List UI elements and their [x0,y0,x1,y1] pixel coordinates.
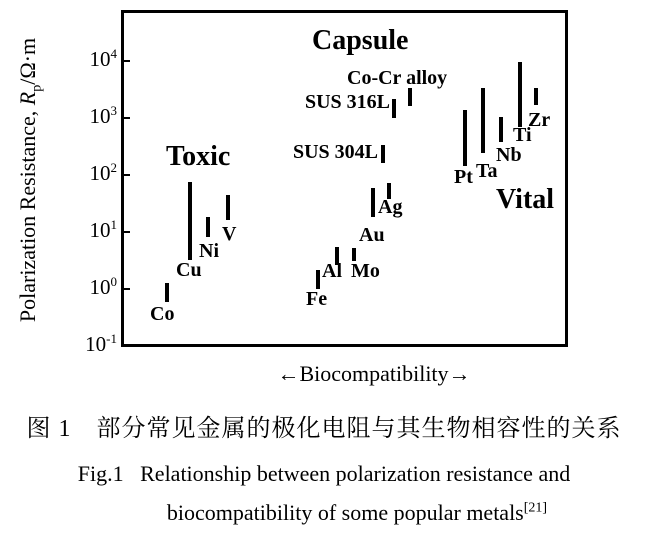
bar-fe [316,270,320,290]
bar-nb [499,117,503,142]
label-cu: Cu [176,259,202,281]
caption-english-line1: Fig.1 Relationship between polarization resistance and [77,461,571,486]
y-tick-base: 10 [85,332,107,356]
bar-ta [481,88,485,154]
y-tick-mark-10e-1 [124,345,130,347]
label-zr: Zr [528,109,551,131]
y-tick-mark-10e4 [124,60,130,62]
label-fe: Fe [306,288,328,310]
caption-english-line2 [0,500,648,526]
label-sus-304l: SUS 304L [292,141,378,163]
bar-ni [206,217,210,237]
y-tick-exponent: 0 [110,274,117,289]
y-tick-exponent: -1 [106,331,117,346]
y-tick-label-10e-1 [85,332,117,355]
caption-english-line2-text: biocompatibility of some popular metals [166,500,524,525]
y-axis-unit: /Ω·m [15,37,40,85]
plot-frame [121,10,568,347]
bar-pt [463,110,467,166]
x-axis-title: ←Biocompatibility→ [277,361,471,386]
label-ta: Ta [476,160,498,182]
group-label-toxic: Toxic [166,141,231,172]
label-mo: Mo [351,260,380,282]
y-axis-symbol-subscript: p [29,84,45,92]
bar-zr [534,88,538,105]
bar-au [371,188,375,218]
bar-cu [188,182,192,260]
y-tick-exponent: 2 [110,160,117,175]
y-tick-base: 10 [89,161,111,185]
y-tick-exponent: 1 [110,217,117,232]
label-sus-316l: SUS 316L [304,91,390,113]
label-nb: Nb [496,144,522,166]
bar-sus-304l [381,145,385,164]
y-tick-label-10e1 [90,218,118,241]
group-label-capsule: Capsule [312,25,409,56]
label-ag: Ag [378,196,403,218]
label-au: Au [359,224,385,246]
caption-reference-superscript: [21] [523,500,548,516]
y-tick-base: 10 [89,218,111,242]
bar-sus-316l [392,99,396,119]
group-label-vital: Vital [496,184,555,215]
caption-chinese: 图 1 部分常见金属的极化电阻与其生物相容性的关系 [26,416,622,442]
label-ti: Ti [513,124,532,146]
label-ni: Ni [199,240,219,262]
bar-v [226,195,230,221]
label-co: Co [150,303,175,325]
label-al: Al [322,260,342,282]
y-tick-base: 10 [89,47,111,71]
label-co-cr-alloy: Co-Cr alloy [347,67,448,89]
bar-co [165,283,169,302]
y-tick-mark-10e2 [124,174,130,176]
y-tick-mark-10e3 [124,117,130,119]
bar-co-cr-alloy [408,88,412,107]
y-tick-base: 10 [89,275,111,299]
y-tick-label-10e4 [90,47,118,70]
y-tick-label-10e0 [90,275,118,298]
y-tick-mark-10e0 [124,288,130,290]
label-v: V [222,223,237,245]
y-axis-symbol: R [15,91,40,106]
y-tick-base: 10 [89,104,111,128]
y-axis-title [15,0,45,360]
y-tick-label-10e3 [90,104,118,127]
bar-ti [518,62,522,127]
y-axis-title-text: Polarization Resistance, [15,105,40,323]
label-pt: Pt [454,166,473,188]
y-tick-exponent: 4 [110,46,117,61]
y-tick-mark-10e1 [124,231,130,233]
y-tick-exponent: 3 [110,103,117,118]
y-tick-label-10e2 [90,161,118,184]
